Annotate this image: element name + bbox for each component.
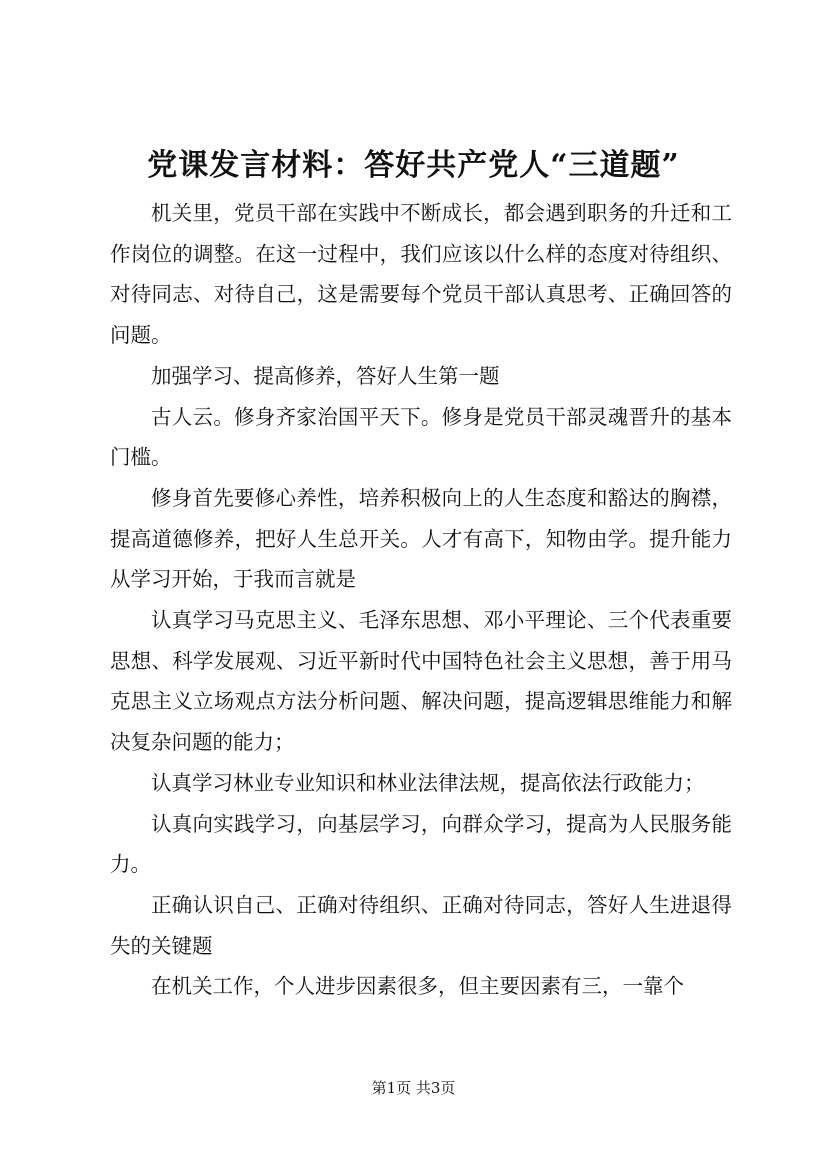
paragraph: 认真学习马克思主义、毛泽东思想、邓小平理论、三个代表重要思想、科学发展观、习近平新时代中国特色社会主义思想，善于用马克思主义立场观点方法分析问题、解决问题，提高逻辑思维能力和解决复杂问题的能力； <box>110 608 732 755</box>
document-body <box>110 193 732 1007</box>
page-number-footer: 第1页 共3页 <box>371 1079 456 1097</box>
paragraph: 在机关工作，个人进步因素很多，但主要因素有三，一靠个 <box>151 974 684 999</box>
paragraph: 机关里，党员干部在实践中不断成长，都会遇到职务的升迁和工作岗位的调整。在这一过程中，我们应该以什么样的态度对待组织、对待同志、对待自己，这是需要每个党员干部认真思考、正确回答的问题。 <box>110 201 732 348</box>
paragraph: 古人云。修身齐家治国平天下。修身是党员干部灵魂晋升的基本门槛。 <box>110 404 732 470</box>
paragraph: 认真学习林业专业知识和林业法律法规，提高依法行政能力； <box>151 770 705 795</box>
section-heading: 加强学习、提高修养，答好人生第一题 <box>151 363 500 388</box>
paragraph: 修身首先要修心养性，培养积极向上的人生态度和豁达的胸襟，提高道德修养，把好人生总开关。人才有高下，知物由学。提升能力从学习开始，于我而言就是 <box>110 485 732 592</box>
paragraph: 认真向实践学习，向基层学习，向群众学习，提高为人民服务能力。 <box>110 811 732 877</box>
document-title: 党课发言材料：答好共产党人“三道题” <box>147 148 680 183</box>
section-heading: 正确认识自己、正确对待组织、正确对待同志，答好人生进退得失的关键题 <box>110 892 732 958</box>
